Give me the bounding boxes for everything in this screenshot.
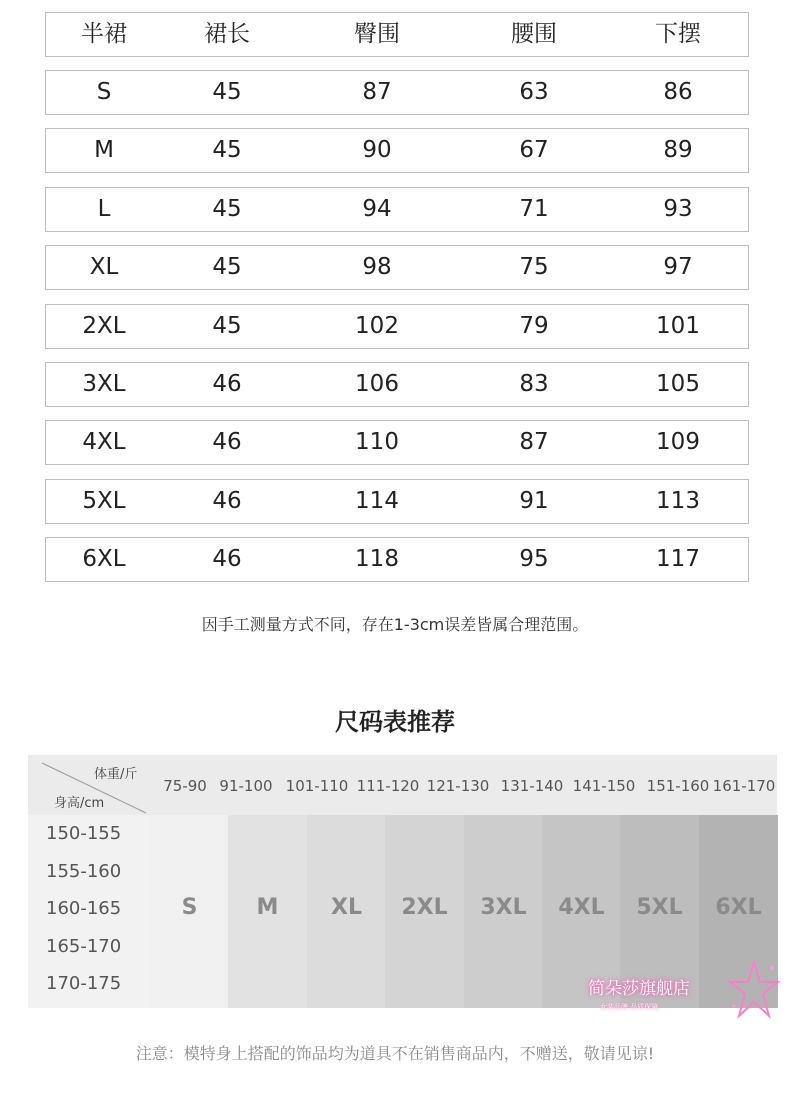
size-table-row [45, 420, 749, 465]
watermark-tagline: 女装品牌·品质保障 [600, 1003, 659, 1011]
size-column [228, 815, 307, 1008]
measurement-cell: 113 [656, 488, 700, 514]
measurement-cell: 83 [519, 371, 549, 397]
height-range-label: 160-165 [46, 898, 122, 919]
header-cell: 腰围 [511, 21, 557, 47]
measurement-cell: 67 [519, 137, 549, 163]
size-cell: 4XL [82, 429, 126, 455]
measurement-cell: 45 [212, 196, 242, 222]
weight-range-label: 151-160 [646, 777, 710, 795]
measurement-cell: 87 [519, 429, 549, 455]
star-icon [728, 958, 780, 1022]
size-cell: 6XL [82, 546, 126, 572]
measurement-cell: 46 [212, 546, 242, 572]
measurement-cell: 89 [663, 137, 693, 163]
measurement-cell: 45 [212, 313, 242, 339]
measurement-cell: 45 [212, 254, 242, 280]
size-cell: 5XL [82, 488, 126, 514]
size-cell: S [96, 79, 112, 105]
weight-range-label: 131-140 [500, 777, 564, 795]
header-cell: 下摆 [655, 21, 701, 47]
measurement-note: 因手工测量方式不同，存在1-3cm误差皆属合理范围。 [201, 615, 589, 634]
weight-range-label: 75-90 [163, 777, 207, 795]
weight-axis-label: 体重/斤 [94, 767, 138, 782]
measurement-cell: 94 [362, 196, 392, 222]
size-table-row [45, 70, 749, 115]
height-axis-label: 身高/cm [54, 796, 105, 811]
measurement-cell: 109 [656, 429, 700, 455]
measurement-cell: 114 [355, 488, 399, 514]
height-range-label: 170-175 [46, 973, 122, 994]
size-label: 3XL [480, 895, 527, 920]
measurement-cell: 118 [355, 546, 399, 572]
measurement-cell: 101 [656, 313, 700, 339]
measurement-cell: 75 [519, 254, 549, 280]
measurement-cell: 97 [663, 254, 693, 280]
size-table-row [45, 187, 749, 232]
height-range-label: 165-170 [46, 936, 122, 957]
size-table-row [45, 362, 749, 407]
size-label: 2XL [401, 895, 448, 920]
size-label: XL [331, 895, 362, 920]
measurement-cell: 46 [212, 371, 242, 397]
size-column [464, 815, 543, 1008]
measurement-cell: 79 [519, 313, 549, 339]
size-label: 4XL [558, 895, 605, 920]
weight-range-label: 121-130 [426, 777, 490, 795]
measurement-cell: 45 [212, 137, 242, 163]
measurement-cell: 117 [656, 546, 700, 572]
height-range-label: 155-160 [46, 861, 122, 882]
size-label: M [256, 895, 279, 920]
size-table-row [45, 304, 749, 349]
size-column [150, 815, 229, 1008]
size-label: 6XL [715, 895, 762, 920]
measurement-cell: 98 [362, 254, 392, 280]
size-table-row [45, 128, 749, 173]
size-cell: XL [89, 254, 119, 280]
measurement-cell: 46 [212, 488, 242, 514]
measurement-cell: 95 [519, 546, 549, 572]
size-table-header-row [45, 12, 749, 57]
shop-watermark [560, 958, 780, 1028]
size-column [385, 815, 464, 1008]
measurement-cell: 102 [355, 313, 399, 339]
header-cell: 臀围 [354, 21, 400, 47]
measurement-cell: 93 [663, 196, 693, 222]
watermark-shop-name: 简朵莎旗舰店 [588, 979, 690, 999]
header-cell: 裙长 [204, 21, 250, 47]
footer-disclaimer: 注意：模特身上搭配的饰品均为道具不在销售商品内，不赠送，敬请见谅! [135, 1044, 655, 1063]
height-range-label: 150-155 [46, 823, 122, 844]
measurement-cell: 91 [519, 488, 549, 514]
recommendation-title: 尺码表推荐 [335, 708, 455, 736]
measurement-cell: 63 [519, 79, 549, 105]
measurement-cell: 90 [362, 137, 392, 163]
weight-range-label: 161-170 [712, 777, 776, 795]
measurement-cell: 45 [212, 79, 242, 105]
size-table-row [45, 479, 749, 524]
size-cell: 2XL [82, 313, 126, 339]
size-cell: M [94, 137, 114, 163]
weight-range-label: 91-100 [219, 777, 273, 795]
size-cell: L [97, 196, 111, 222]
weight-range-label: 101-110 [285, 777, 349, 795]
measurement-cell: 110 [355, 429, 399, 455]
size-table-row [45, 537, 749, 582]
measurement-cell: 106 [355, 371, 399, 397]
measurement-cell: 71 [519, 196, 549, 222]
size-table-row [45, 245, 749, 290]
weight-range-label: 111-120 [356, 777, 420, 795]
measurement-cell: 87 [362, 79, 392, 105]
size-label: 5XL [636, 895, 683, 920]
measurement-cell: 86 [663, 79, 693, 105]
size-label: S [181, 895, 198, 920]
measurement-cell: 46 [212, 429, 242, 455]
measurement-cell: 105 [656, 371, 700, 397]
size-cell: 3XL [82, 371, 126, 397]
header-cell: 半裙 [81, 21, 127, 47]
weight-range-label: 141-150 [572, 777, 636, 795]
size-column [307, 815, 386, 1008]
